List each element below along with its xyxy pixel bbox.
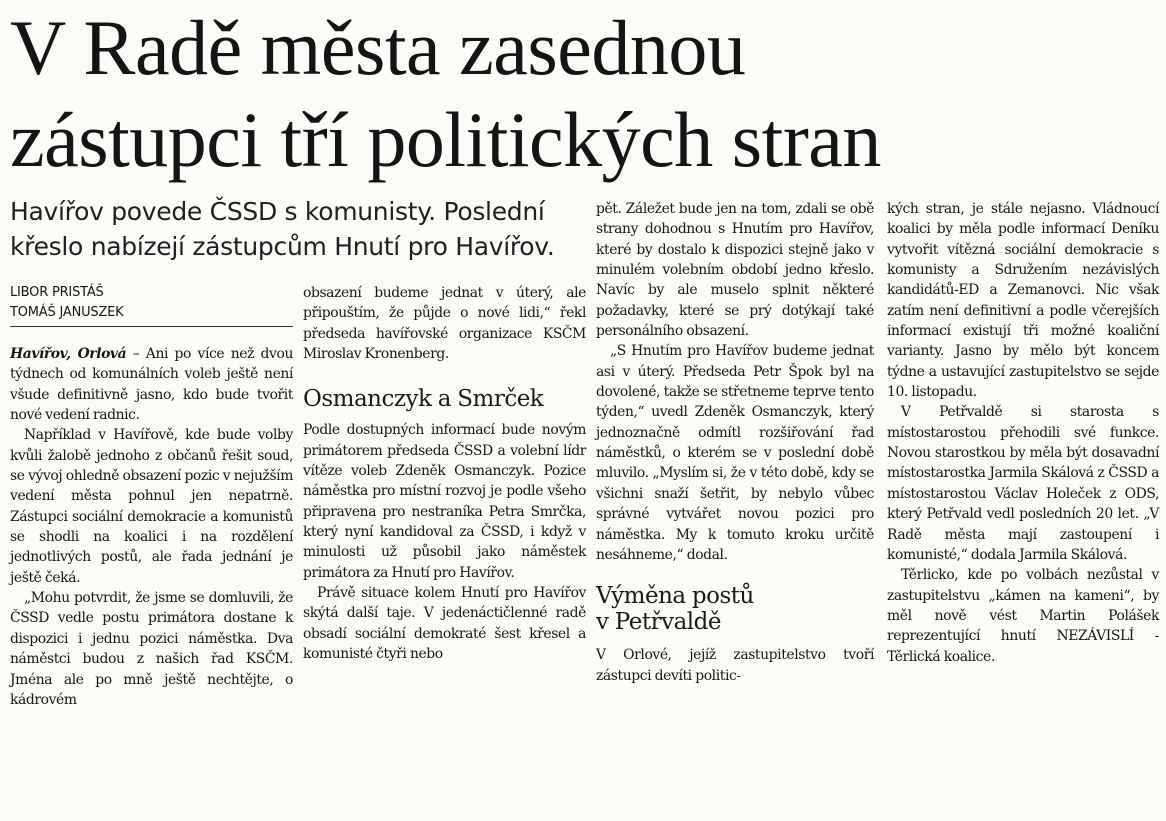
paragraph: Podle dostupných informací bude novým primátorem předseda ČSSD a volební lídr vítěze voleb Zdeněk Osmanczyk. Pozice náměstka pro místní rozvoj je podle všeho připravena pro nestraníka Petra Smrčka, který nyní kandidoval za ČSSD, i když v minulosti už působil jako náměstek primátora za Hnutí pro Havířov. [303,422,586,581]
paragraph: V Petřvaldě si starosta s místostarostou přehodili své funkce. Novou starostkou by měla být dosavadní místostarostka Jarmila Skálová z ČSSD a místostarostou Václav Holeček z ODS, který Petřvald vedl posledních 20 let. „V Radě města mají zastoupení i komunisté,“ dodala Jarmila Skálová. [887,404,1159,563]
byline-author-1: LIBOR PRISTÁŠ [10,285,104,300]
paragraph: Právě situace kolem Hnutí pro Havířov skýtá další taje. V jedenáctičlenné radě obsadí sociální demokraté šest křesel a komunisté čtyři nebo [303,585,586,663]
paragraph: V Orlové, jejíž zastupitelstvo tvoří zástupci devíti politic- [596,647,874,684]
crosshead-line-1: Výměna postů [596,583,754,610]
lead-text: – Ani po více než dvou týdnech od komunálních voleb ještě není všude definitivně jasno, kdo bude tvořit nové vedení radnic. [10,346,293,424]
headline-line-1: V Radě města zasednou [10,4,746,91]
article-column-4 [887,199,1159,667]
paragraph: „S Hnutím pro Havířov budeme jednat asi v úterý. Předseda Petr Špok byl na dovolené, takže se střetneme teprve tento týden,“ uvedl Zdeněk Osmanczyk, který jednoznačně odmítl rozšiřování řad náměstků, o kterém se v poslední době mluvilo. „Myslím si, že v této době, kdy se všichni snaží šetřit, by nebylo vůbec správné vytvářet novou pozici pro náměstka. My k tomuto kroku určitě nesáhneme,“ dodal. [596,343,874,563]
article-column-3 [596,199,874,686]
crosshead-osmanczyk: Osmanczyk a Smrček [303,386,544,413]
paragraph: Těrlicko, kde po volbách nezůstal v zastupitelstvu „kámen na kameni“, by měl nově vést Martin Polášek reprezentující hnutí NEZÁVISLÍ - Těrlická koalice. [887,567,1159,665]
paragraph: pět. Záležet bude jen na tom, zdali se obě strany dohodnou s Hnutím pro Havířov, které by dostalo k dispozici stejně jako v minulém volebním období jedno křeslo. Navíc by ale muselo splnit některé požadavky, které se prý dotýkají také personálního obsazení. [596,201,874,340]
byline-divider [10,326,293,327]
paragraph: „Mohu potvrdit, že jsme se domluvili, že ČSSD vedle postu primátora dostane k dispozici i jednu pozici náměstka. Dva náměstci budou z našich řad KSČM. Jména ale po mně ještě nechtějte, o kádrovém [10,590,293,708]
paragraph: obsazení budeme jednat v úterý, ale připouštím, že půjde o nové lidi,“ řekl předseda havířovské organizace KSČM Miroslav Kronenberg. [303,285,586,363]
dateline: Havířov, Orlová [10,346,127,362]
subheadline-line-2: křeslo nabízejí zástupcům Hnutí pro Havířov. [10,232,555,261]
article-column-2 [303,283,586,665]
paragraph: kých stran, je stále nejasno. Vládnoucí koalici by měla podle informací Deníku vytvořit vítězná sociální demokracie s komunisty a Sdružením nezávislých kandidátů-ED a Zemanovci. Nic však zatím není definitivní a podle včerejších informací existují tři možné koaliční varianty. Jasno by mělo být koncem týdne a ustavující zastupitelstvo se sejde 10. listopadu. [887,201,1159,401]
lead-paragraph [10,344,293,425]
subheadline [10,194,585,264]
crosshead-petrvald [596,583,874,635]
article-column-1 [10,344,293,710]
crosshead-line-2: v Petřvaldě [596,609,721,636]
byline-author-2: TOMÁŠ JANUSZEK [10,305,124,320]
paragraph: Například v Havířově, kde bude volby kvůli žalobě jednoho z občanů řešit soud, se vývoj ohledně obsazení pozic v nejužším vedení města pohnul jen nepatrně. Zástupci sociální demokracie a komunistů se shodli na koalici i na rozdělení jednotlivých postů, ale řada jednání je ještě čeká. [10,427,293,586]
bylines [10,283,293,327]
headline-line-2: zástupci tří politických stran [10,96,881,183]
headline [10,2,1160,186]
subheadline-line-1: Havířov povede ČSSD s komunisty. Poslední [10,197,545,226]
